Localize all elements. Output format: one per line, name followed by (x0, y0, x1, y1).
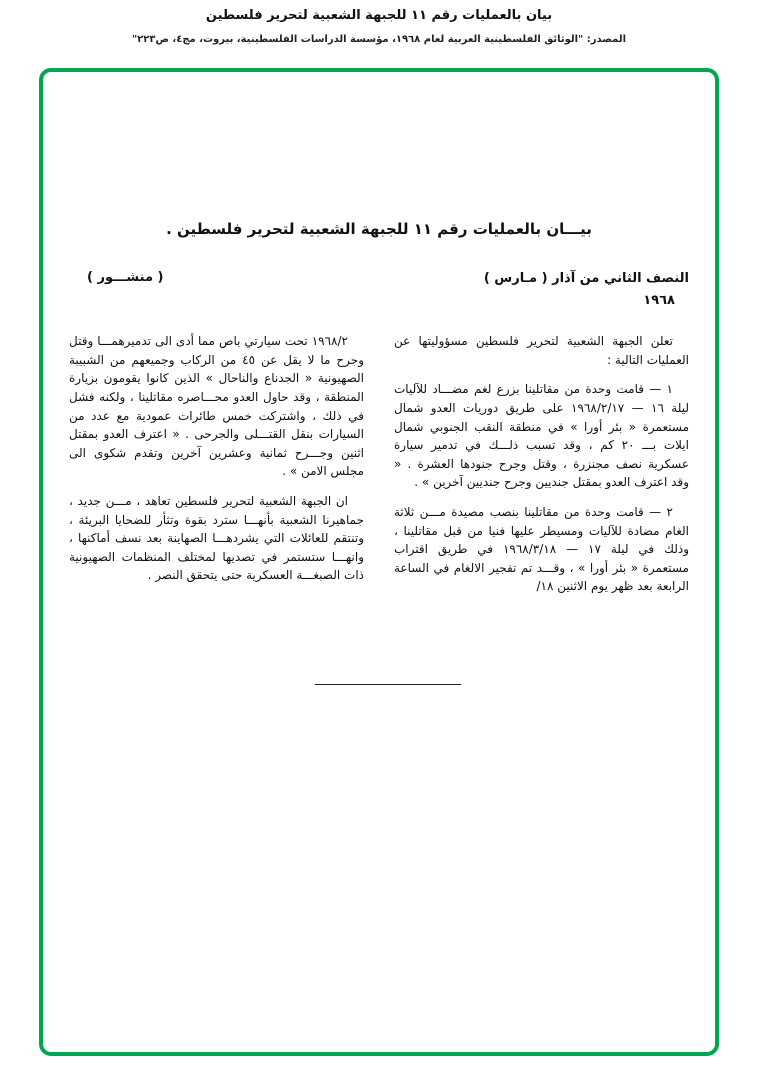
right-column (394, 332, 689, 607)
paragraph-intro: تعلن الجبهة الشعبية لتحرير فلسطين مسؤوليتها عن العمليات التالية : (394, 334, 689, 367)
date-publication-row (69, 268, 689, 312)
divider-rule (315, 684, 461, 685)
published-label: ( منشـــور ) (87, 270, 164, 285)
body-columns (69, 332, 689, 607)
source-citation: المصدر: "الوثائق الفلسطينية العربية لعام ١٩٦٨، مؤسسة الدراسات الفلسطينية، بيروت، مج٤، ص٢٢٣" (131, 34, 627, 45)
date-year: ١٩٦٨ (643, 293, 675, 309)
document-title: بيـــان بالعمليات رقم ١١ للجبهة الشعبية لتحرير فلسطين . (166, 220, 592, 238)
left-column (69, 332, 364, 607)
date-line: النصف الثاني من آذار ( مـارس ) (483, 271, 689, 286)
paragraph-operation-1: ١ — قامت وحدة من مقاتلينا بزرع لغم مضـــاد للآليات ليلة ١٦ — ١٩٦٨/٢/١٧ على طريق دوريات العدو شمال مستعمرة « بئر أورا » في منطقة النقب الجنوبي شمال ايلات بـــ ٢٠ كم ، وقد تسبب ذلـــك في تدمير سيارة عسكرية نصف مجنزرة ، وقتل وجرح جنودها العشرة . « وقد اعترف العدو بمقتل جنديين وجرح جنديين آخرين » . (394, 382, 689, 490)
paragraph-closing-pledge: ان الجبهة الشعبية لتحرير فلسطين تعاهد ، مـــن جديد ، جماهيرنا الشعبية بأنهـــا سترد بقوة وتثأر للضحايا البريئة ، وتنتقم للعائلات التي يشردهـــا الصهاينة بعد نسف أماكنها ، وانهـــا ستستمر في تصديها لمختلف المنظمات الصهيونية ذات الصبغـــة العسكرية حتى يتحقق النصر . (69, 493, 364, 583)
paragraph-operation-2: ٢ — قامت وحدة من مقاتلينا بنصب مصيدة مـــن ثلاثة الغام مضادة للآليات ومسيطر عليها فنيا من قبل مقاتلينا ، وذلك في ليلة ١٧ — ١٩٦٨/٣/١٨ في طريق اقتراب مستعمرة « بئر أورا » ، وقـــد تم تفجير الالغام في الساعة الرابعة بعد ظهر يوم الاثنين ١٨/ (394, 504, 689, 594)
document-frame (39, 68, 719, 1056)
paragraph-operation-2-continued: ١٩٦٨/٢ تحت سيارتي باص مما أدى الى تدميرهمـــا وقتل وجرح ما لا يقل عن ٤٥ من الركاب وجميعهم من الشبيبة الصهيونية « الجدناع والناحال » الذين كانوا يقومون بزيارة المنطقة ، وقد حاول العدو محـــاصره مقاتلينا ، ولكنه فشل في ذلك ، واشتركت خمس طائرات عمودية مع عدد من السيارات بنقل القتـــلى والجرحى . « اعترف العدو بمقتل اثنين وجـــرح ثمانية وعشرين آخرين وتقدم شكوى الى مجلس الامن » . (69, 334, 364, 479)
page-header-title: بيان بالعمليات رقم ١١ للجبهة الشعبية لتحرير فلسطين (205, 8, 553, 23)
date-block (484, 268, 689, 312)
